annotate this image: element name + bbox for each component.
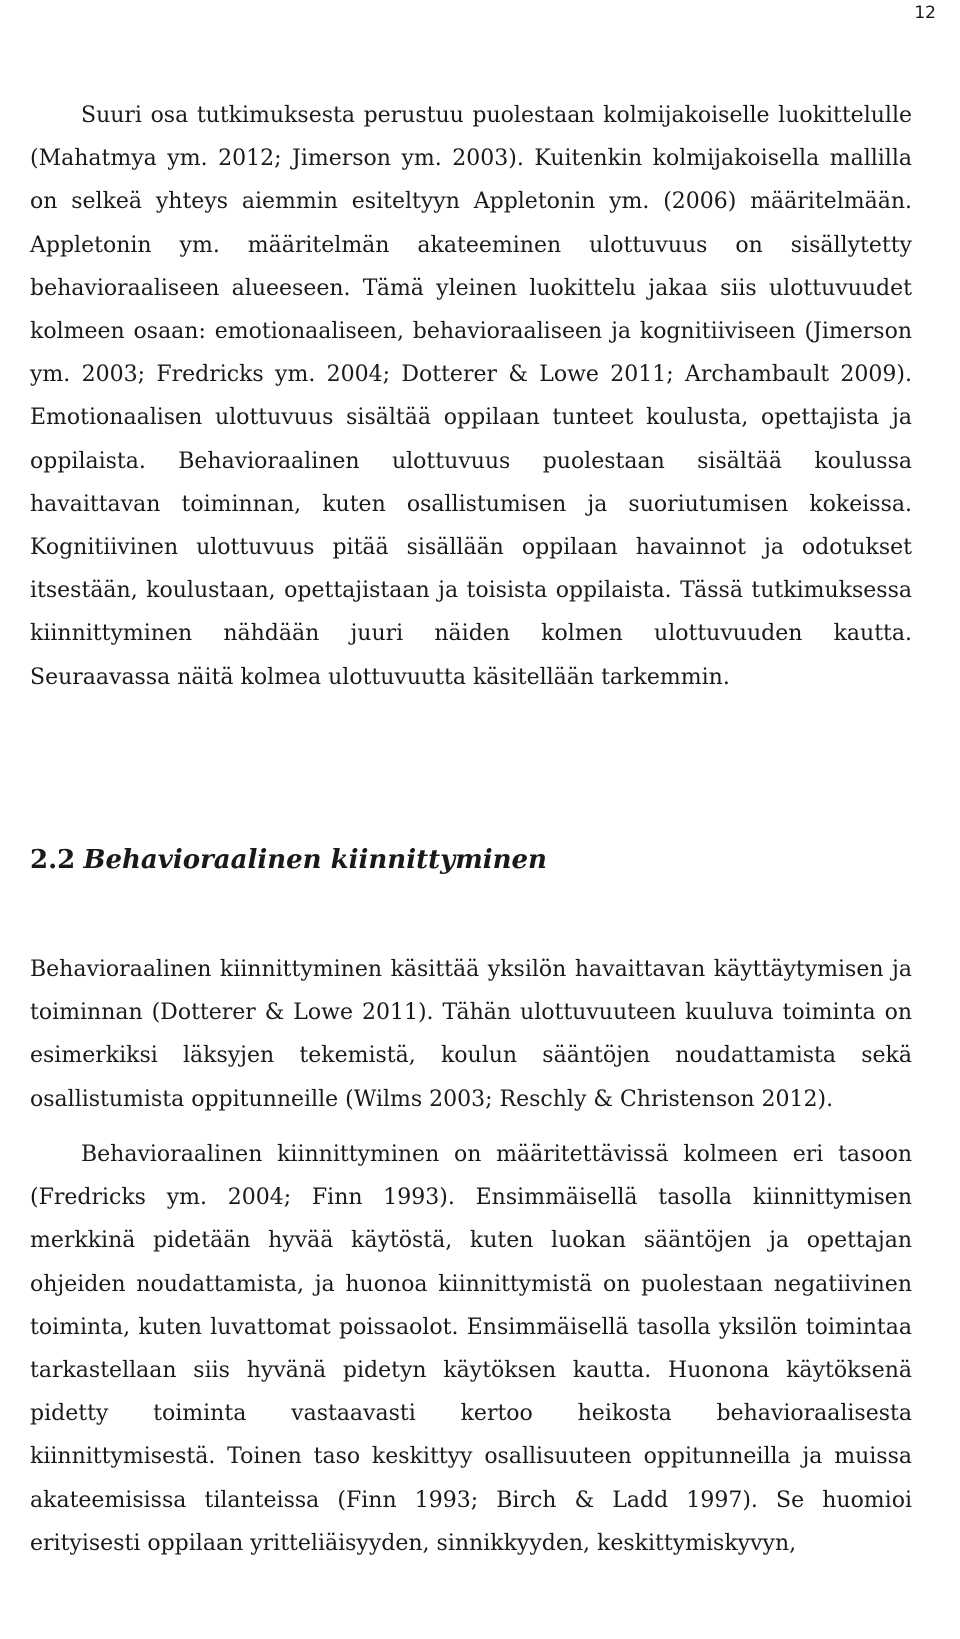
section-title: Behavioraalinen kiinnittyminen <box>83 845 547 875</box>
section-heading <box>30 840 912 880</box>
paragraph: Suuri osa tutkimuksesta perustuu puolestaan kolmijakoiselle luokittelulle (Mahatmya ym. 2012; Jimerson ym. 2003). Kuitenkin kolmijakoisella mallilla on selkeä yhteys aiemmin esiteltyyn Appletonin ym. (2006) määritelmään. Appletonin ym. määritelmän akateeminen ulottuvuus on sisällytetty behavioraaliseen alueeseen. Tämä yleinen luokittelu jakaa siis ulottuvuudet kolmeen osaan: emotionaaliseen, behavioraaliseen ja kognitiiviseen (Jimerson ym. 2003; Fredricks ym. 2004; Dotterer & Lowe 2011; Archambault 2009). Emotionaalisen ulottuvuus sisältää oppilaan tunteet koulusta, opettajista ja oppilaista. Behavioraalinen ulottuvuus puolestaan sisältää koulussa havaittavan toiminnan, kuten osallistumisen ja suoriutumisen kokeissa. Kognitiivinen ulottuvuus pitää sisällään oppilaan havainnot ja odotukset itsestään, koulustaan, opettajistaan ja toisista oppilaista. Tässä tutkimuksessa kiinnittyminen nähdään juuri näiden kolmen ulottuvuuden kautta. Seuraavassa näitä kolmea ulottuvuutta käsitellään tarkemmin. <box>30 103 912 690</box>
paragraph: Behavioraalinen kiinnittyminen käsittää yksilön havaittavan käyttäytymisen ja toiminnan (Dotterer & Lowe 2011). Tähän ulottuvuuteen kuuluva toiminta on esimerkiksi läksyjen tekemistä, koulun sääntöjen noudattamista sekä osallistumista oppitunneille (Wilms 2003; Reschly & Christenson 2012). <box>30 957 912 1112</box>
paragraph: Behavioraalinen kiinnittyminen on määritettävissä kolmeen eri tasoon (Fredricks ym. 2004; Finn 1993). Ensimmäisellä tasolla kiinnittymisen merkkinä pidetään hyvää käytöstä, kuten luokan sääntöjen ja opettajan ohjeiden noudattamista, ja huonoa kiinnittymistä on puolestaan negatiivinen toiminta, kuten luvattomat poissaolot. Ensimmäisellä tasolla yksilön toimintaa tarkastellaan siis hyvänä pidetyn käytöksen kautta. Huonona käytöksenä pidetty toiminta vastaavasti kertoo heikosta behavioraalisesta kiinnittymisestä. Toinen taso keskittyy osallisuuteen oppitunneilla ja muissa akateemisissa tilanteissa (Finn 1993; Birch & Ladd 1997). Se huomioi erityisesti oppilaan yritteliäisyyden, sinnikkyyden, keskittymiskyvyn, <box>30 1142 912 1556</box>
page-number: 12 <box>914 3 936 23</box>
section-number: 2.2 <box>30 845 76 875</box>
